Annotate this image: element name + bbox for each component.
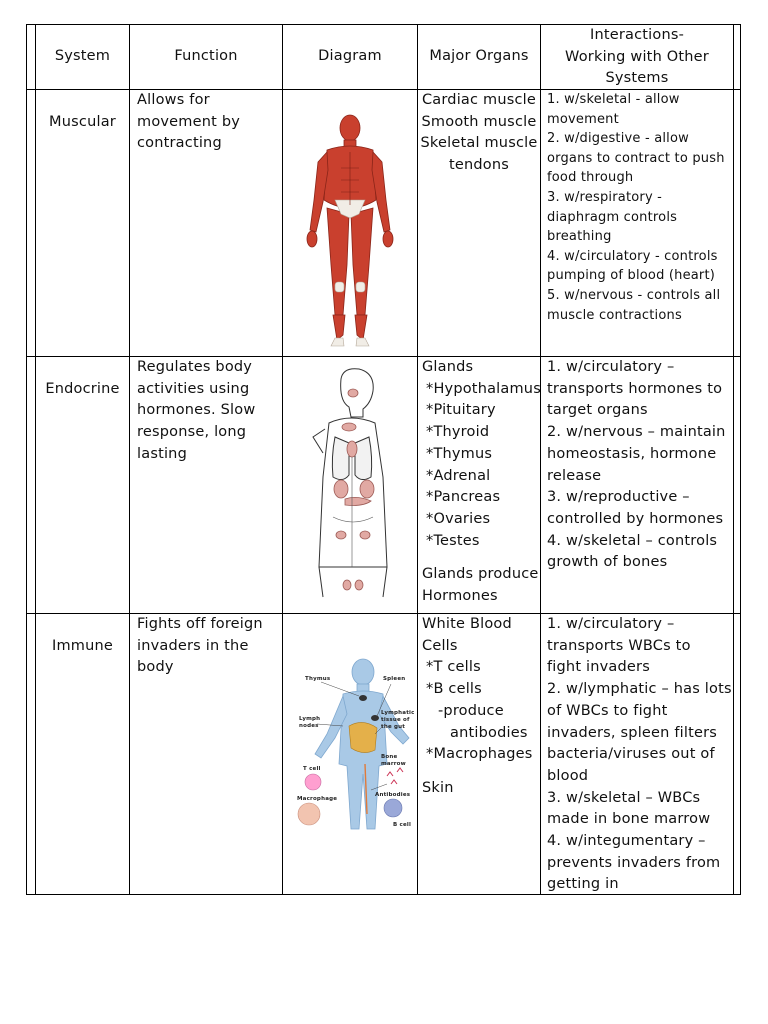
diagram-label-lymphatic: Lymphatic: [381, 710, 415, 716]
row-system-muscular: Muscular: [49, 114, 116, 130]
immune-system-diagram: [283, 614, 417, 895]
organ-note: Glands produce: [422, 566, 539, 583]
row-function-endocrine: [137, 357, 281, 466]
row-organs-muscular: [418, 90, 540, 177]
organ-item: *Thyroid: [426, 424, 490, 441]
organ-note: Hormones: [422, 588, 498, 605]
organ-item: Cells: [422, 637, 458, 654]
text-line: response, long: [137, 424, 247, 441]
immune-body-illustration: [283, 614, 417, 895]
diagram-label-bone-marrow: Bone: [381, 754, 398, 760]
organ-note: Skin: [422, 779, 454, 796]
text-line: Allows for: [137, 92, 210, 108]
interaction-line: of WBCs to fight: [547, 702, 668, 719]
interaction-line: target organs: [547, 402, 648, 419]
row-function-immune: [137, 614, 281, 679]
interaction-line: 2. w/digestive - allow: [547, 131, 689, 147]
interaction-line: 3. w/reproductive –: [547, 489, 690, 506]
interaction-line: 1. w/skeletal - allow: [547, 92, 680, 107]
text-line: hormones. Slow: [137, 402, 256, 419]
interaction-line: 1. w/circulatory –: [547, 359, 675, 375]
interaction-line: 2. w/lymphatic – has lots: [547, 681, 732, 698]
diagram-label-thymus: Thymus: [305, 676, 331, 682]
diagram-label-spleen: Spleen: [383, 676, 406, 682]
header-function: Function: [174, 48, 238, 65]
diagram-label-bone-marrow: marrow: [381, 761, 406, 767]
text-line: lasting: [137, 445, 187, 462]
row-system-endocrine: Endocrine: [45, 381, 120, 397]
text-line: contracting: [137, 135, 222, 152]
endocrine-glands-illustration: [283, 357, 417, 613]
organ-item: *Pituitary: [426, 402, 496, 419]
interaction-line: 3. w/respiratory -: [547, 189, 663, 205]
organ-item: Smooth muscle: [421, 113, 537, 130]
diagram-label-b-cell: B cell: [393, 822, 412, 828]
interaction-line: diaphragm controls: [547, 209, 678, 225]
organ-item: antibodies: [450, 724, 528, 741]
organ-item: *Adrenal: [426, 467, 491, 484]
interaction-line: 4. w/circulatory - controls: [547, 248, 718, 264]
header-line: Working with Other: [565, 48, 709, 65]
text-line: movement by: [137, 113, 241, 130]
row-organs-endocrine: [418, 357, 540, 608]
diagram-label-t-cell: T cell: [303, 766, 321, 772]
organ-item: *Thymus: [426, 445, 493, 462]
interaction-line: prevents invaders from: [547, 854, 721, 871]
row-interactions-muscular: [547, 90, 733, 325]
interaction-line: organs to contract to push: [547, 150, 725, 166]
spacer: [418, 766, 540, 778]
header-line: Interactions-: [589, 27, 685, 43]
interaction-line: 4. w/skeletal – controls: [547, 532, 718, 549]
table-inner-border-left: [35, 24, 36, 895]
column-divider: [540, 24, 541, 895]
diagram-label-antibodies: Antibodies: [375, 792, 411, 798]
organ-item: *Pancreas: [426, 489, 501, 506]
spacer: [418, 552, 540, 564]
interaction-line: 2. w/nervous – maintain: [547, 424, 726, 441]
column-divider: [129, 24, 130, 895]
table-inner-border-right: [733, 24, 734, 895]
interaction-line: 1. w/circulatory –: [547, 616, 675, 632]
header-major-organs: Major Organs: [429, 48, 529, 65]
interaction-line: bacteria/viruses out of: [547, 746, 715, 763]
interaction-line: homeostasis, hormone: [547, 445, 717, 462]
row-interactions-immune: [547, 614, 733, 896]
header-system: System: [54, 48, 111, 65]
organ-item: *B cells: [426, 681, 482, 698]
organ-item: -produce: [438, 702, 504, 719]
organ-item: tendons: [448, 157, 510, 174]
diagram-label-lymphatic: the gut: [381, 724, 406, 730]
endocrine-system-diagram: [283, 357, 417, 613]
organ-item: Cardiac muscle: [421, 92, 536, 108]
interaction-line: controlled by hormones: [547, 510, 724, 527]
organ-item: *T cells: [426, 659, 481, 676]
text-line: body: [137, 659, 174, 676]
row-interactions-endocrine: [547, 357, 733, 574]
diagram-label-lymph-nodes: Lymph: [299, 716, 321, 722]
diagram-label-macrophage: Macrophage: [297, 796, 338, 802]
interaction-line: made in bone marrow: [547, 811, 711, 828]
diagram-label-lymph-nodes: nodes: [299, 723, 319, 729]
organ-item: *Macrophages: [426, 746, 533, 763]
interaction-line: getting in: [547, 876, 619, 893]
organ-item: Skeletal muscle: [420, 135, 538, 152]
interaction-line: 3. w/skeletal – WBCs: [547, 789, 701, 806]
organ-item: *Hypothalamus: [426, 380, 541, 397]
header-interactions: [541, 25, 733, 89]
interaction-line: transports WBCs to: [547, 637, 691, 654]
header-diagram: Diagram: [318, 48, 382, 65]
organ-item: Glands: [422, 359, 474, 375]
interaction-line: food through: [547, 170, 634, 186]
interaction-line: fight invaders: [547, 659, 650, 676]
interaction-line: transports hormones to: [547, 380, 723, 397]
organ-item: *Testes: [426, 532, 480, 549]
interaction-line: movement: [547, 111, 619, 127]
row-organs-immune: [418, 614, 540, 800]
diagram-label-lymphatic: tissue of: [381, 717, 410, 723]
interaction-line: breathing: [547, 229, 612, 245]
text-line: Regulates body: [137, 359, 253, 375]
text-line: invaders in the: [137, 637, 249, 654]
interaction-line: growth of bones: [547, 554, 668, 571]
interaction-line: blood: [547, 767, 589, 784]
organ-item: White Blood: [422, 616, 512, 632]
interaction-line: pumping of blood (heart): [547, 268, 716, 284]
interaction-line: 5. w/nervous - controls all: [547, 287, 721, 303]
muscular-system-diagram: [283, 90, 417, 356]
text-line: activities using: [137, 380, 250, 397]
interaction-line: muscle contractions: [547, 307, 682, 323]
muscle-figure-illustration: [283, 90, 417, 356]
header-line: Systems: [605, 70, 669, 87]
text-line: Fights off foreign: [137, 616, 263, 632]
interaction-line: release: [547, 467, 602, 484]
row-system-immune: Immune: [51, 638, 114, 654]
organ-item: *Ovaries: [426, 510, 491, 527]
interaction-line: 4. w/integumentary –: [547, 833, 706, 850]
interaction-line: invaders, spleen filters: [547, 724, 718, 741]
row-function-muscular: [137, 90, 281, 155]
